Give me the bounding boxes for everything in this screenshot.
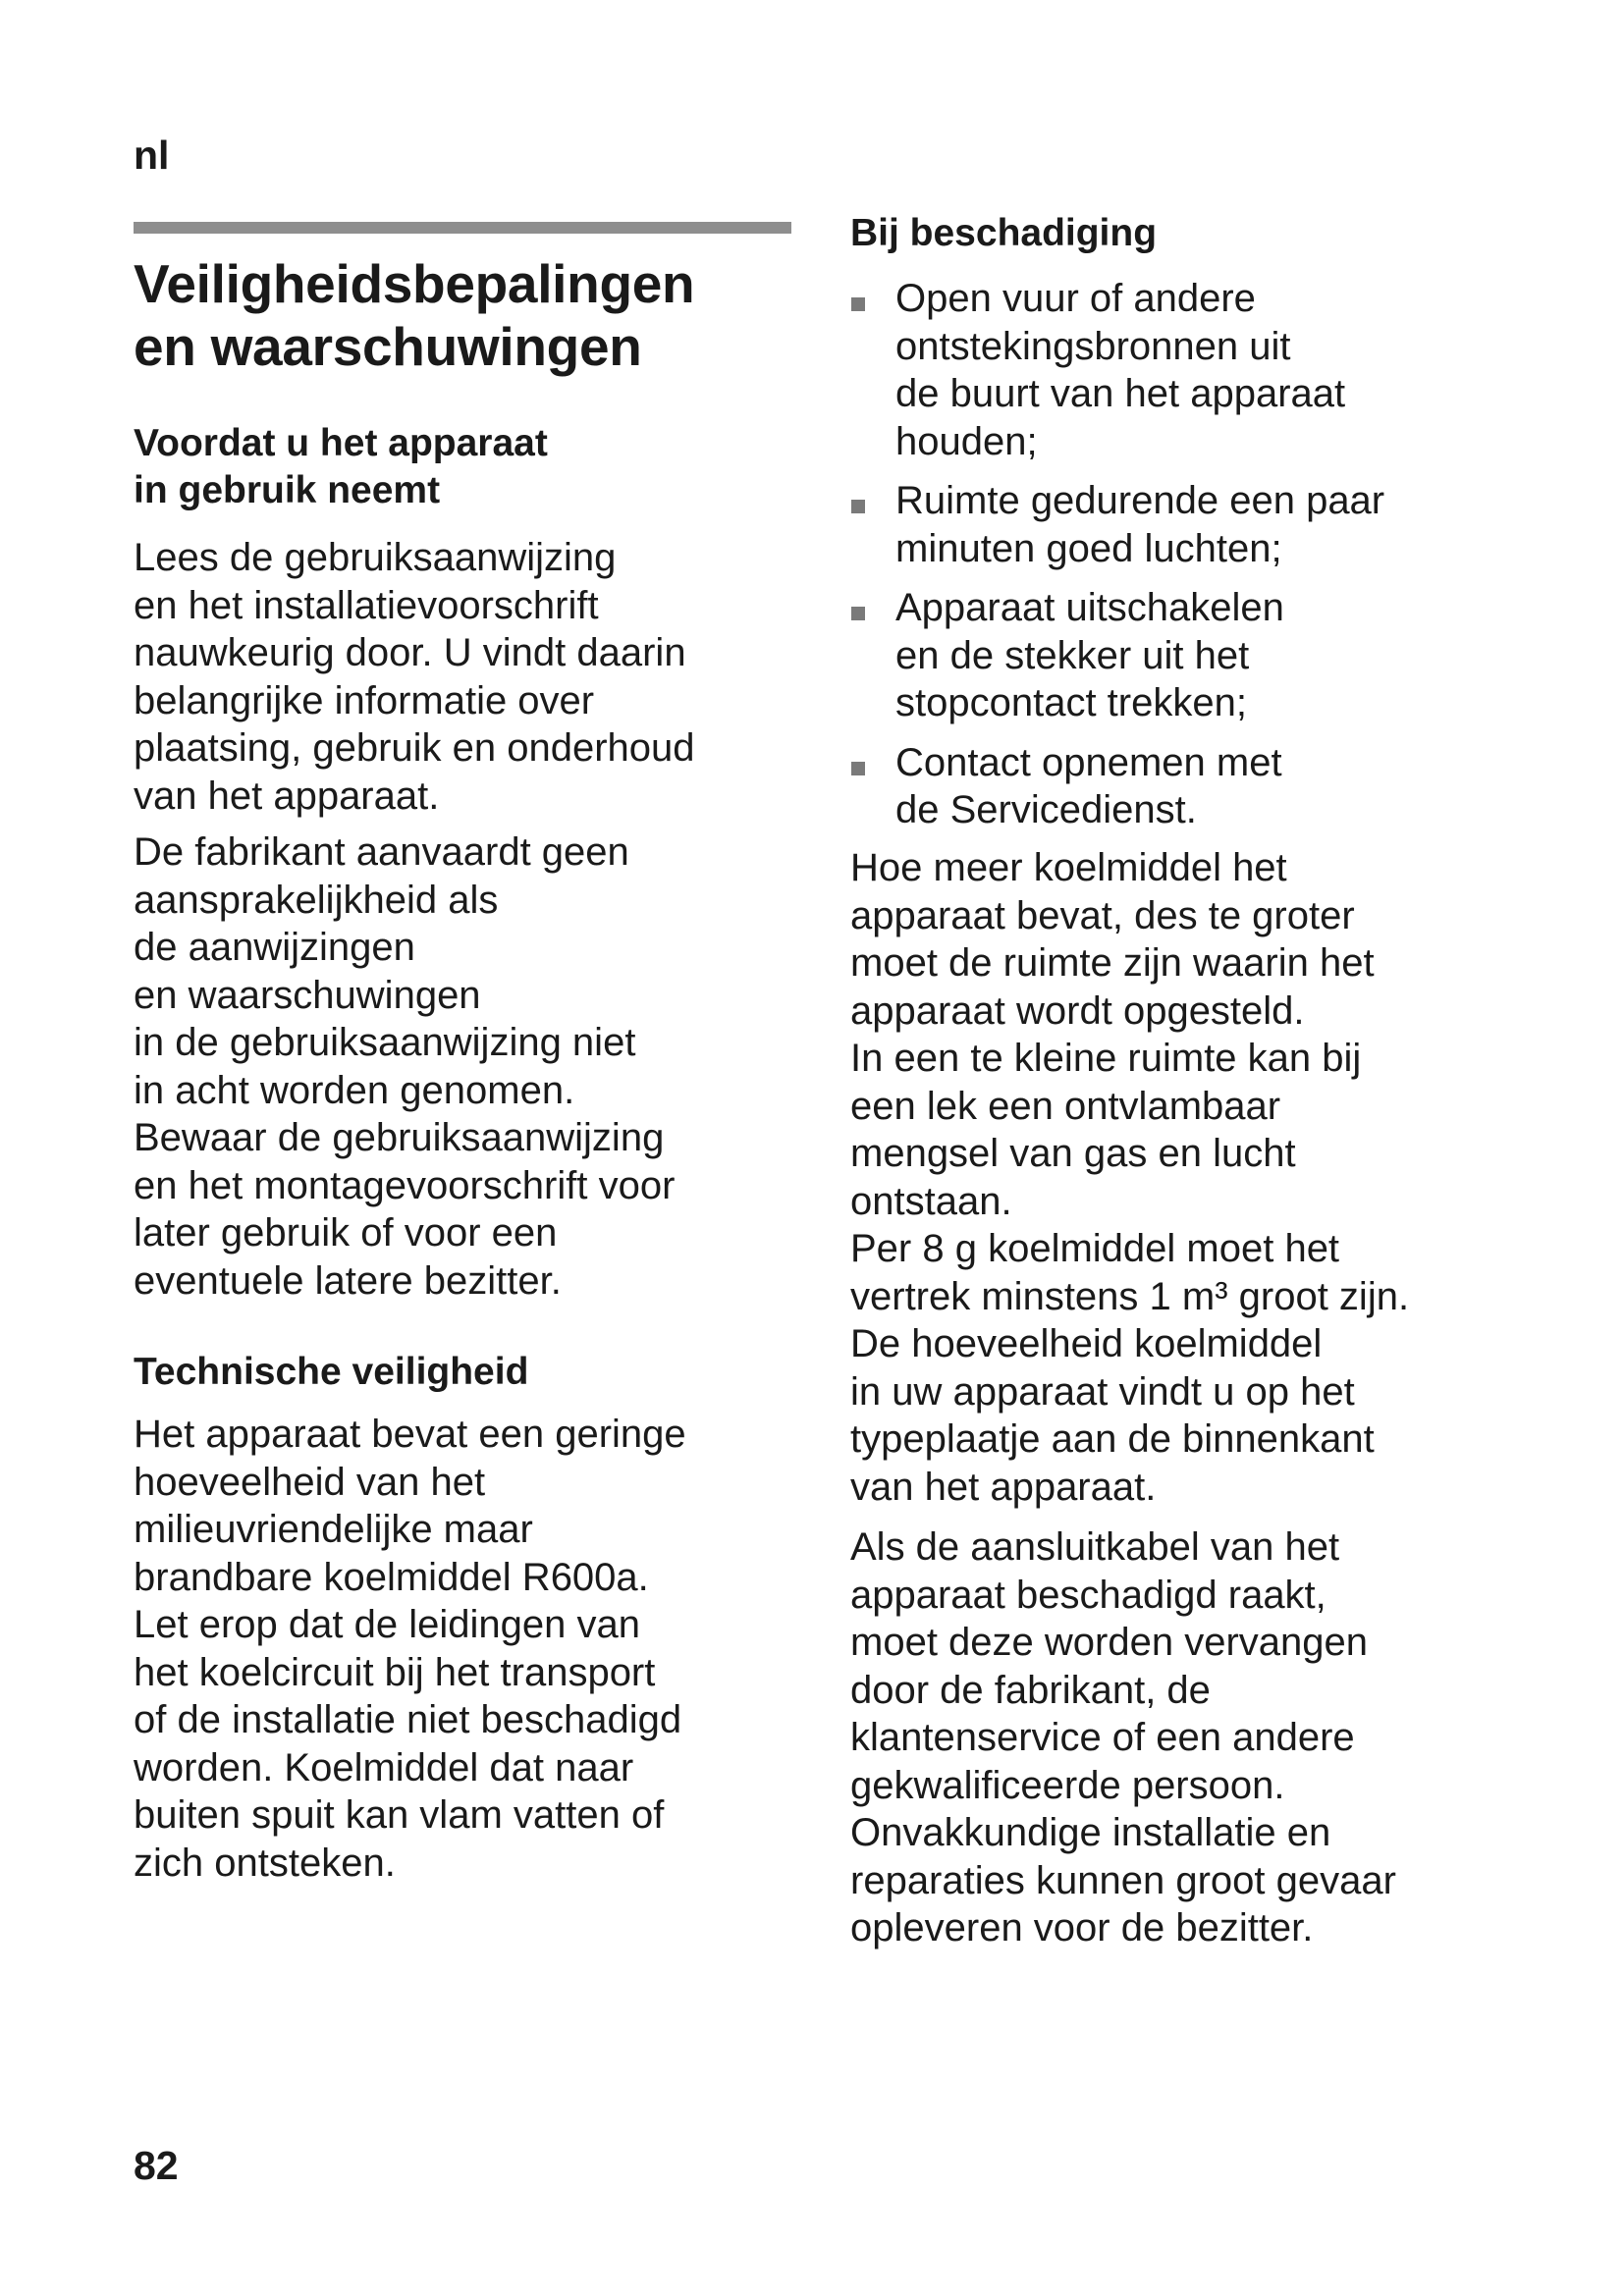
damage-heading: Bij beschadiging [850,212,1158,254]
before-use-heading: Voordat u het apparaat in gebruik neemt [134,422,548,511]
refrigerant-paragraph: Hoe meer koelmiddel het apparaat bevat, des te groter moet de ruimte zijn waarin het apparaat wordt opgesteld. In een te kleine ruimte kan bij een lek een ontvlambaar mengsel van gas en lucht ontstaan. Per 8 g koelmiddel moet het vertrek minstens 1 m³ groot zijn. De hoeveelheid koelmiddel in uw apparaat vindt u op het typeplaatje aan de binnenkant van het apparaat. [850,846,1410,1509]
list-item [850,275,1384,465]
list-item-text: Apparaat uitschakelen en de stekker uit het stopcontact trekken; [895,586,1284,724]
section-rule [134,222,791,234]
bullet-square-icon [851,607,865,620]
language-code: nl [134,133,170,178]
list-item [850,739,1384,834]
list-item [850,584,1384,727]
list-item-text: Ruimte gedurende een paar minuten goed luchten; [895,479,1385,570]
bullet-square-icon [851,762,865,775]
technical-safety-heading: Technische veiligheid [134,1351,529,1393]
page-number: 82 [134,2143,179,2188]
bullet-square-icon [851,297,865,311]
before-use-paragraph-1: Lees de gebruiksaanwijzing en het installatievoorschrift nauwkeurig door. U vindt daarin belangrijke informatie over plaatsing, gebruik en onderhoud van het apparaat. [134,536,695,818]
technical-safety-paragraph: Het apparaat bevat een geringe hoeveelheid van het milieuvriendelijke maar brandbare koelmiddel R600a. Let erop dat de leidingen van het koelcircuit bij het transport of de installatie niet beschadigd worden. Koelmiddel dat naar buiten spuit kan vlam vatten of zich ontsteken. [134,1413,686,1885]
list-item-text: Contact opnemen met de Servicedienst. [895,740,1282,831]
list-item-text: Open vuur of andere ontstekingsbronnen uit de buurt van het apparaat houden; [895,277,1346,463]
list-item [850,477,1384,572]
page-title: Veiligheidsbepalingen en waarschuwingen [134,253,695,377]
power-cable-paragraph: Als de aansluitkabel van het apparaat beschadigd raakt, moet deze worden vervangen door de fabrikant, de klantenservice of een andere gekwalificeerde persoon. Onvakkundige installatie en reparaties kunnen groot gevaar opleveren voor de bezitter. [850,1525,1396,1949]
before-use-paragraph-2: De fabrikant aanvaardt geen aansprakelijkheid als de aanwijzingen en waarschuwingen in de gebruiksaanwijzing niet in acht worden genomen. Bewaar de gebruiksaanwijzing en het montagevoorschrift voor later gebruik of voor een eventuele latere bezitter. [134,830,676,1303]
damage-bullet-list [850,275,1384,846]
bullet-square-icon [851,500,865,513]
